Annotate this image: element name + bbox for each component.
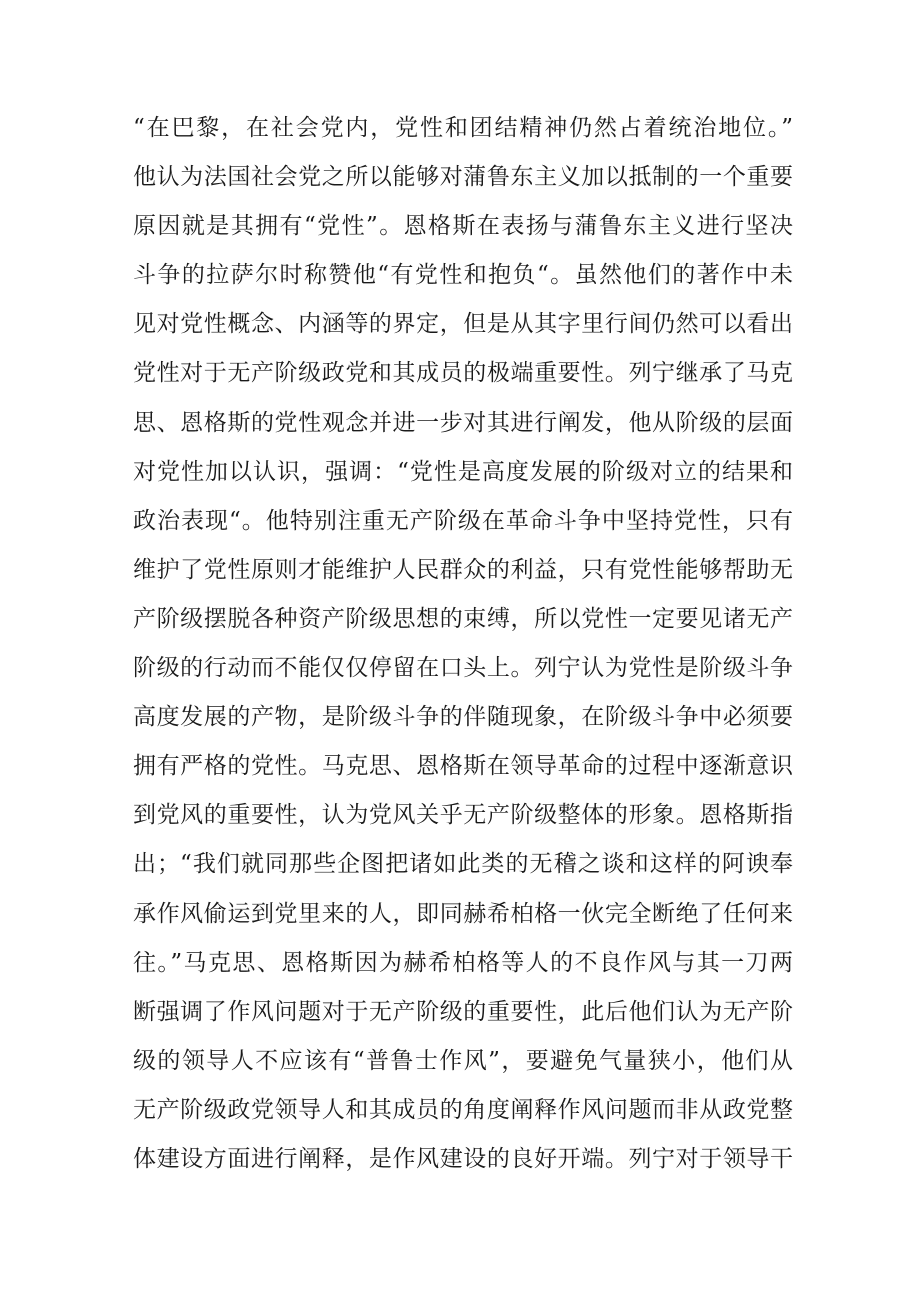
text-line-10: 维护了党性原则才能维护人民群众的利益，只有党性能够帮助无 [133, 556, 793, 583]
text-line-4: 斗争的拉萨尔时称赞他“有党性和抱负“。虽然他们的著作中未 [133, 262, 793, 289]
text-line-5: 见对党性概念、内涵等的界定，但是从其字里行间仍然可以看出 [133, 311, 793, 338]
text-line-19: 断强调了作风问题对于无产阶级的重要性，此后他们认为无产阶 [133, 998, 793, 1025]
text-line-8: 对党性加以认识，强调：“党性是高度发展的阶级对立的结果和 [133, 458, 793, 485]
text-line-6: 党性对于无产阶级政党和其成员的极端重要性。列宁继承了马克 [133, 360, 793, 387]
text-line-17: 承作风偷运到党里来的人，即同赫希柏格一伙完全断绝了任何来 [133, 900, 793, 927]
text-line-1: “在巴黎，在社会党内，党性和团结精神仍然占着统治地位。” [133, 115, 793, 141]
text-line-3: 原因就是其拥有“党性”。恩格斯在表扬与蒲鲁东主义进行坚决 [133, 213, 793, 240]
text-line-15: 到党风的重要性，认为党风关乎无产阶级整体的形象。恩格斯指 [133, 802, 793, 829]
text-line-7: 思、恩格斯的党性观念并进一步对其进行阐发，他从阶级的层面 [133, 409, 793, 436]
text-line-2: 他认为法国社会党之所以能够对蒲鲁东主义加以抵制的一个重要 [133, 164, 793, 191]
text-line-22: 体建设方面进行阐释，是作风建设的良好开端。列宁对于领导干 [133, 1145, 793, 1172]
text-line-13: 高度发展的产物，是阶级斗争的伴随现象，在阶级斗争中必须要 [133, 704, 793, 731]
text-line-9: 政治表现“。他特别注重无产阶级在革命斗争中坚持党性，只有 [133, 507, 793, 534]
text-line-14: 拥有严格的党性。马克思、恩格斯在领导革命的过程中逐渐意识 [133, 753, 793, 780]
body-paragraph [133, 104, 793, 1184]
text-line-18: 往。”马克思、恩格斯因为赫希柏格等人的不良作风与其一刀两 [133, 949, 793, 976]
text-line-16: 出；“我们就同那些企图把诸如此类的无稽之谈和这样的阿谀奉 [133, 851, 793, 878]
text-line-12: 阶级的行动而不能仅仅停留在口头上。列宁认为党性是阶级斗争 [133, 655, 793, 682]
text-line-20: 级的领导人不应该有“普鲁士作风”，要避免气量狭小，他们从 [133, 1047, 793, 1074]
text-line-11: 产阶级摆脱各种资产阶级思想的束缚，所以党性一定要见诸无产 [133, 605, 793, 632]
text-line-21: 无产阶级政党领导人和其成员的角度阐释作风问题而非从政党整 [133, 1096, 793, 1123]
